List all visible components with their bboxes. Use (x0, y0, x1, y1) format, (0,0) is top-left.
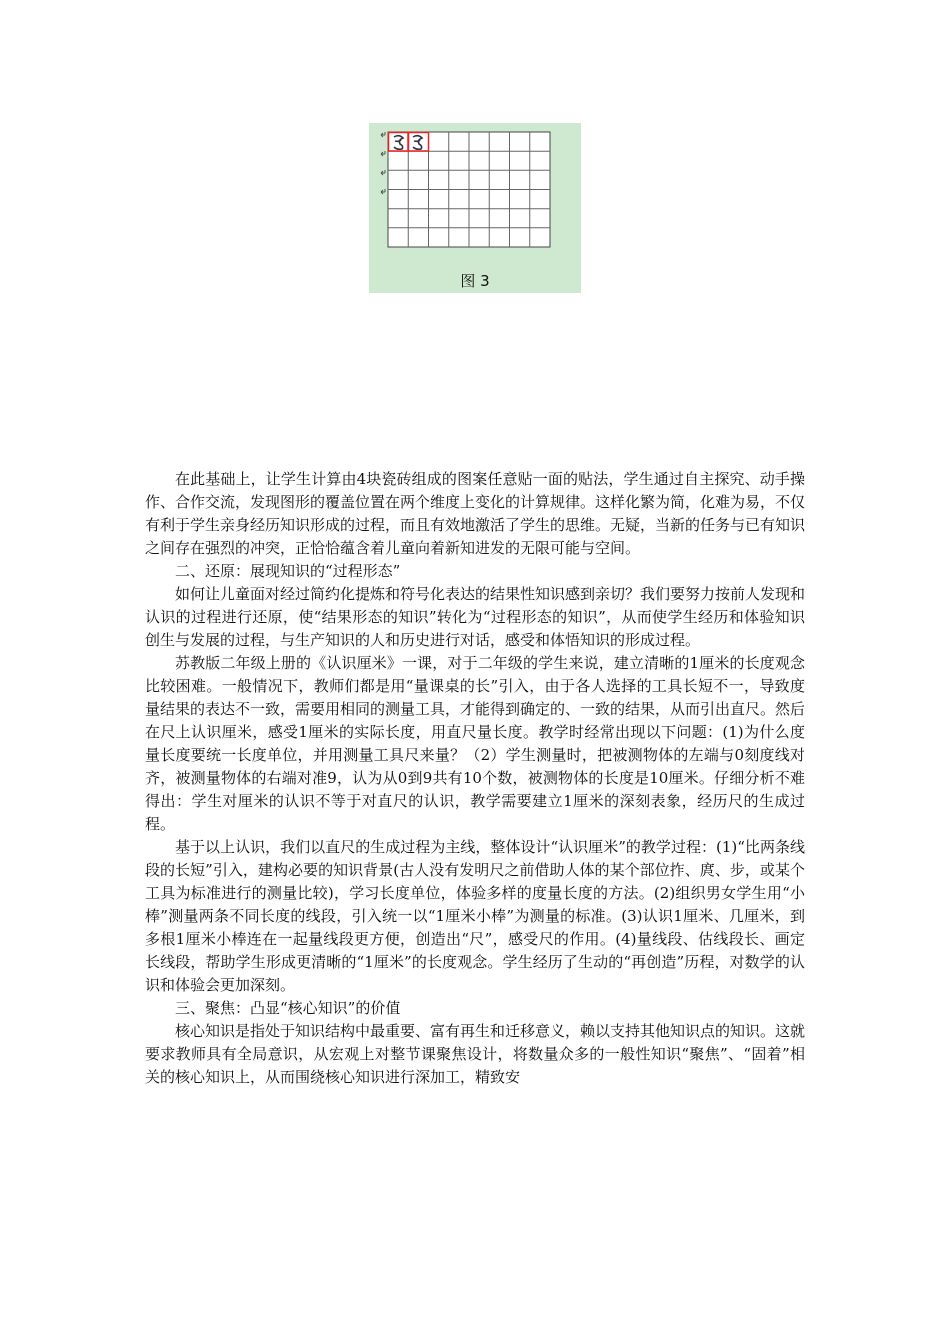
row-arrow-markers (381, 132, 385, 194)
figure-3 (369, 123, 581, 293)
paragraph-3: 苏教版二年级上册的《认识厘米》一课，对于二年级的学生来说，建立清晰的1厘米的长度观念比较困难。一般情况下，教师们都是用“量课桌的长”引入，由于各人选择的工具长短不一，导致度量结果的表达不一致，需要用相同的测量工具，才能得到确定的、一致的结果，从而引出直尺。然后在尺上认识厘米，感受1厘米的实际长度，用直尺量长度。教学时经常出现以下问题：(1)为什么度量长度要统一长度单位，并用测量工具尺来量？（2）学生测量时，把被测物体的左端与0刻度线对齐，被测量物体的右端对准9，认为从0到9共有10个数，被测物体的长度是10厘米。仔细分析不难得出：学生对厘米的认识不等于对直尺的认识，教学需要建立1厘米的深刻表象，经历尺的生成过程。 (145, 654, 806, 833)
paragraph-1: 在此基础上，让学生计算由4块瓷砖组成的图案任意贴一面的贴法，学生通过自主探究、动手操作、合作交流，发现图形的覆盖位置在两个维度上变化的计算规律。这样化繁为简，化难为易，不仅有利于学生亲身经历知识形成的过程，而且有效地激活了学生的思维。无疑，当新的任务与已有知识之间存在强烈的冲突，正恰恰蕴含着儿童向着新知进发的无限可能与空间。 (145, 470, 806, 557)
paragraph-2: 如何让儿童面对经过简约化提炼和符号化表达的结果性知识感到亲切？我们要努力按前人发现和认识的过程进行还原，使“结果形态的知识”转化为“过程形态的知识”，从而使学生经历和体验知识创生与发展的过程，与生产知识的人和历史进行对话，感受和体悟知识的形成过程。 (145, 585, 806, 649)
section-heading-3: 三、聚焦：凸显“核心知识”的价值 (175, 999, 401, 1017)
paragraph-4: 基于以上认识，我们以直尺的生成过程为主线，整体设计“认识厘米”的教学过程：(1)“比两条线段的长短”引入，建构必要的知识背景(古人没有发明尺之前借助人体的某个部位拃、庹、步，或某个工具为标准进行的测量比较)，学习长度单位，体验多样的度量长度的方法。(2)组织男女学生用“小棒”测量两条不同长度的线段，引入统一以“1厘米小棒”为测量的标准。(3)认识1厘米、几厘米，到多根1厘米小棒连在一起量线段更方便，创造出“尺”，感受尺的作用。(4)量线段、估线段长、画定长线段，帮助学生形成更清晰的“1厘米”的长度观念。学生经历了生动的“再创造”历程，对数学的认识和体验会更加深刻。 (145, 838, 805, 994)
figure-caption: 图 3 (460, 272, 490, 290)
section-heading-2: 二、还原：展现知识的“过程形态” (175, 562, 401, 580)
article-body (145, 468, 805, 1089)
paragraph-5: 核心知识是指处于知识结构中最重要、富有再生和迁移意义，赖以支持其他知识点的知识。这就要求教师具有全局意识，从宏观上对整节课聚焦设计，将数量众多的一般性知识“聚焦”、“固着”相关的核心知识上，从而围绕核心知识进行深加工，精致安 (145, 1022, 806, 1086)
tile-grid-diagram (369, 123, 581, 268)
